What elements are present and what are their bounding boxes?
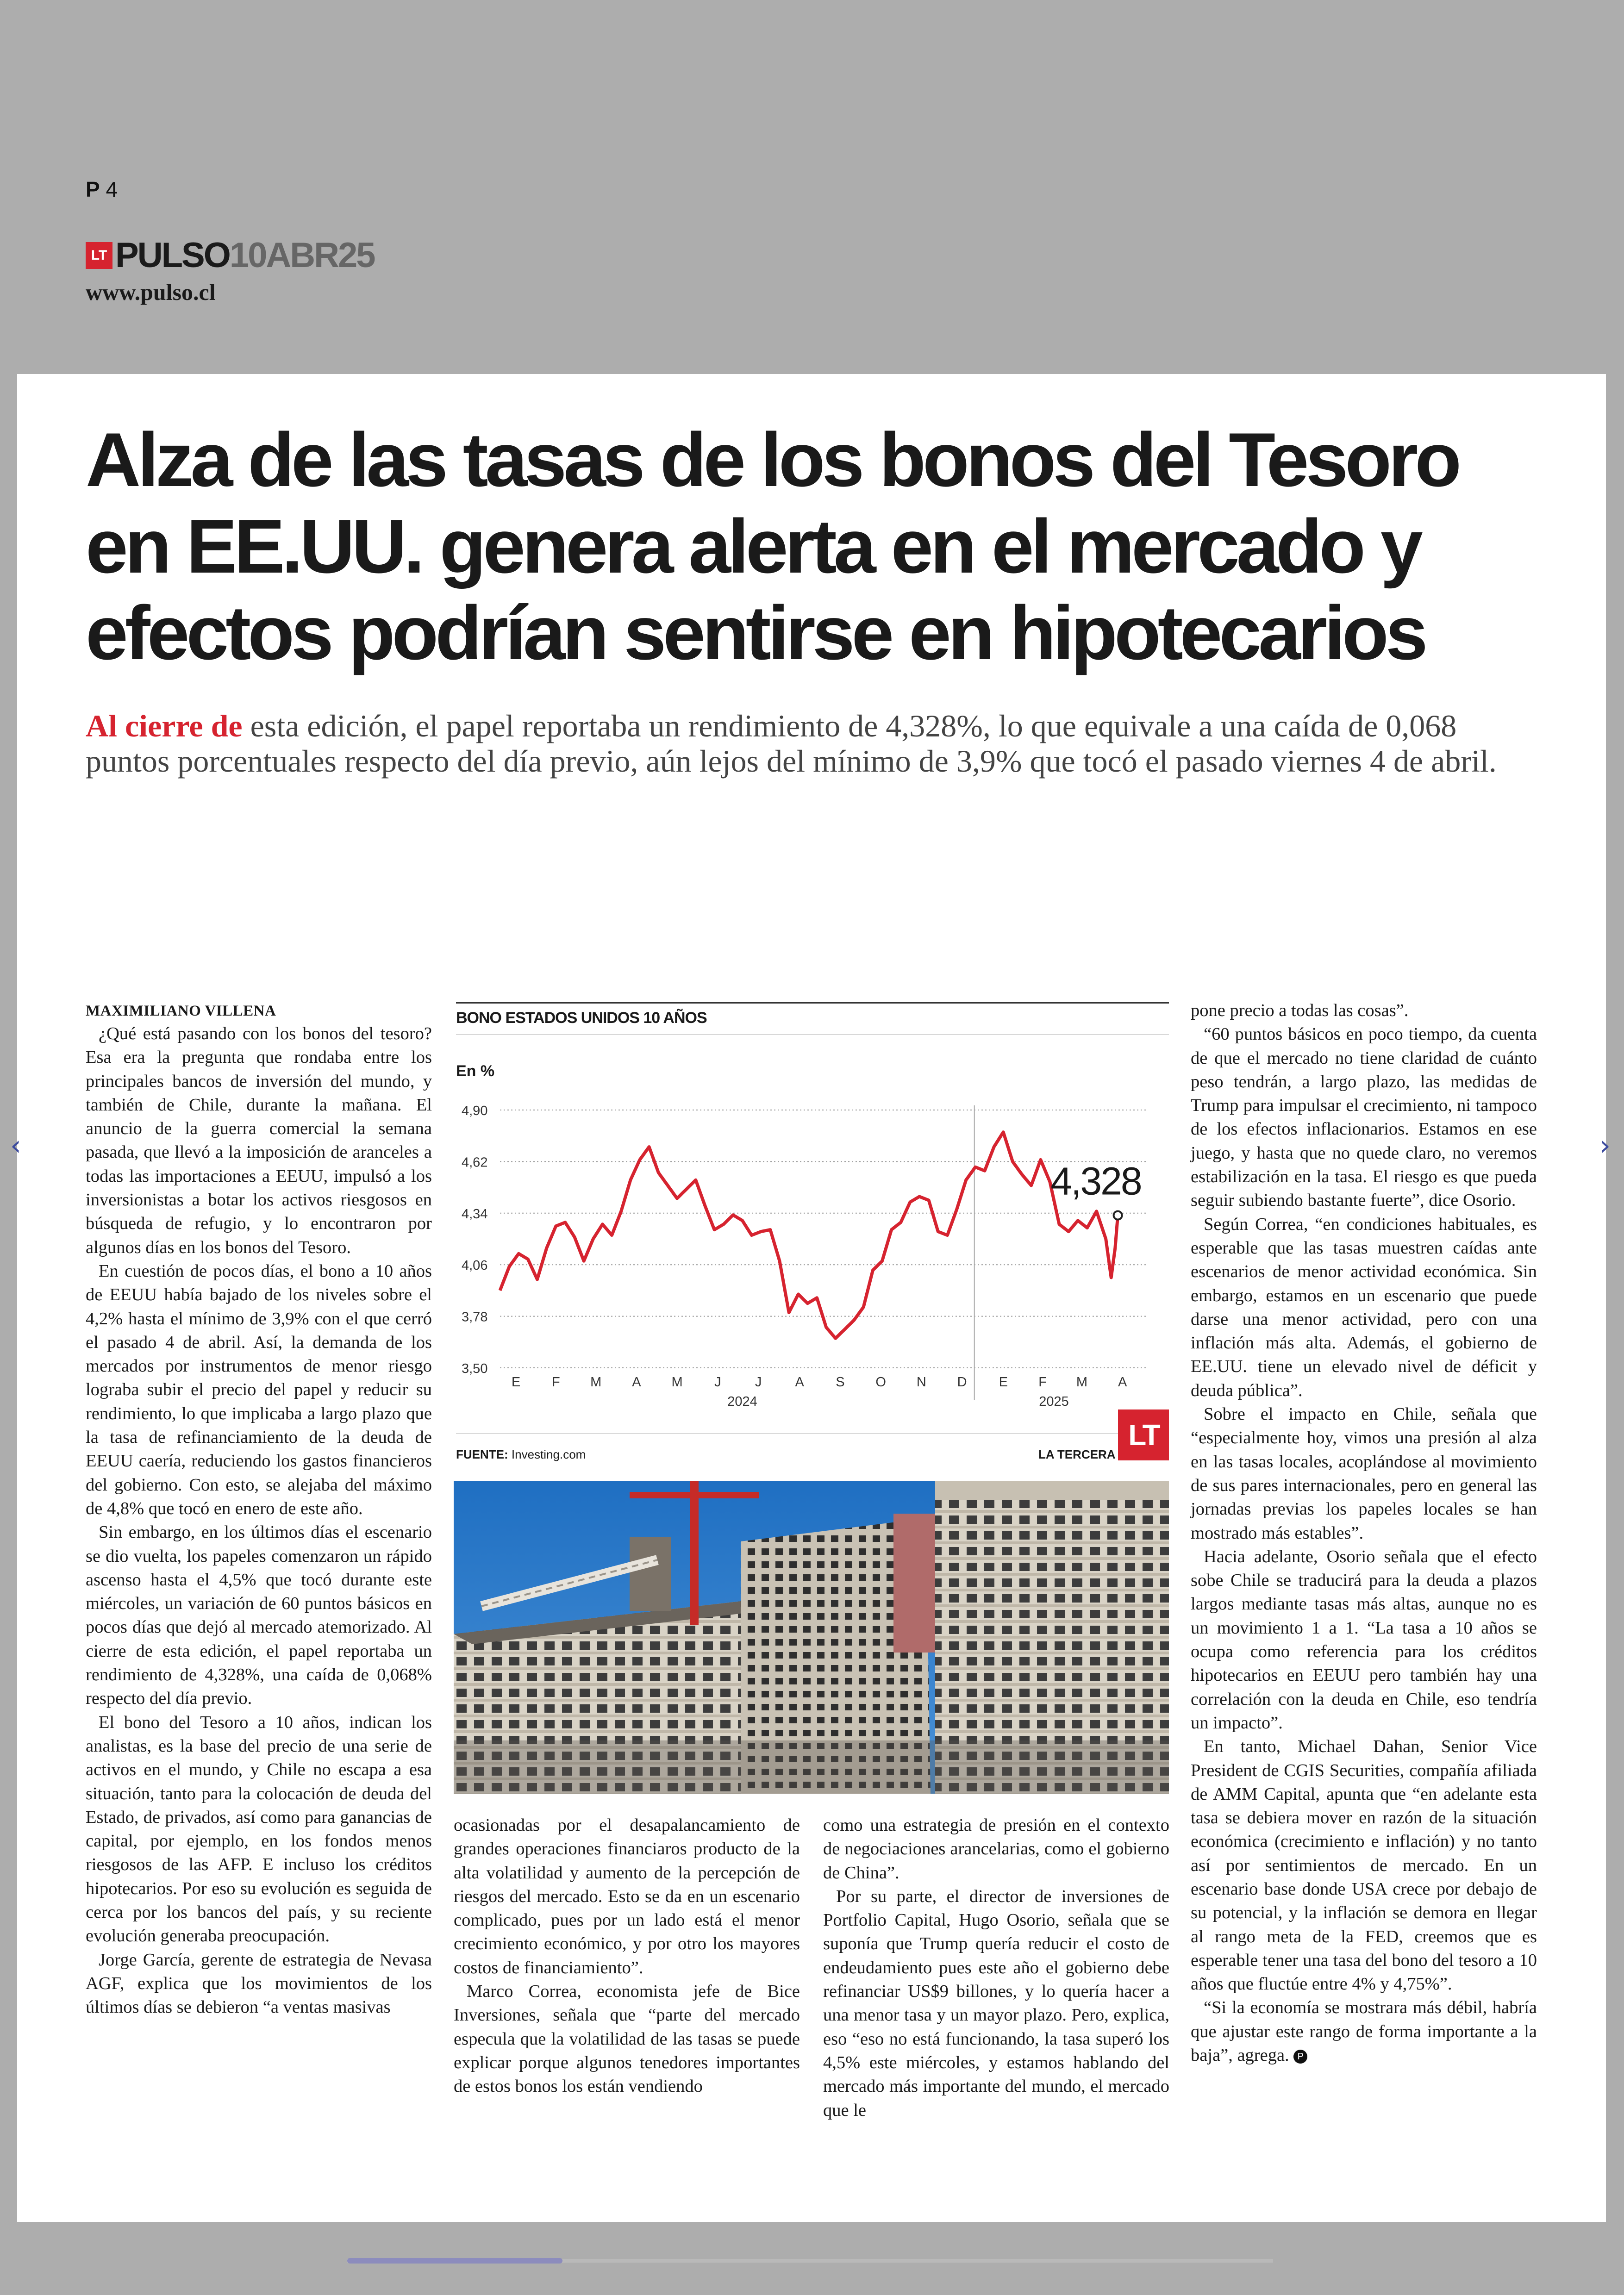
lede-text: esta edición, el papel reportaba un rendimiento de 4,328%, lo que equivale a una caída de 0,068 puntos porcentuales respecto del día previo, aún lejos del mínimo de 3,9% que tocó el pasado viernes 4 de abril.	[86, 708, 1497, 779]
paragraph: pone precio a todas las cosas”.	[1191, 1001, 1409, 1020]
article-lede	[86, 708, 1539, 779]
chart-x-tick-label: E	[999, 1375, 1008, 1390]
publication-name: PULSO	[115, 236, 230, 275]
chart-y-tick-label: 4,34	[462, 1206, 488, 1222]
chart-x-tick-label: D	[957, 1375, 967, 1390]
chart-y-tick-label: 3,78	[462, 1310, 488, 1325]
chart-year-label: 2025	[1039, 1394, 1069, 1409]
article-column-1	[86, 1022, 432, 2019]
paragraph: ocasionadas por el desapalancamiento de grandes operaciones financiaros producto de la alta volatilidad y aumento de la percepción de riesgos del mercado. Esto se da en un escenario complicado, pues por un lado está el menor crecimiento económico, y por otro los mayores costos de financiamiento”.	[454, 1815, 800, 1977]
chart-series-line	[500, 1132, 1118, 1339]
previous-page-arrow-icon[interactable]: ‹	[10, 1129, 21, 1162]
paragraph: Sin embargo, en los últimos días el escenario se dio vuelta, los papeles comenzaron un rápido ascenso hasta el 4,5% que tocó durante este miércoles, un variación de 60 puntos básicos en pocos días que dejó al mercado atemorizado. Al cierre de esta edición, el papel reportaba un rendimiento de 4,328%, una caída de 0,068% respecto del día previo.	[86, 1522, 432, 1709]
closing-text: “Si la economía se mostrara más débil, habría que ajustar este rango de forma importante a la baja”, agrega.	[1191, 1998, 1537, 2065]
masthead	[86, 235, 375, 275]
lt-logo-small: LT	[86, 242, 112, 269]
chart-y-tick-label: 4,06	[462, 1258, 488, 1273]
article-column-4	[1191, 999, 1537, 2067]
chart-year-label: 2024	[727, 1394, 757, 1409]
article-column-2	[454, 1814, 800, 2099]
source-value: Investing.com	[511, 1447, 586, 1461]
publication-url[interactable]: www.pulso.cl	[86, 279, 216, 305]
chart-x-tick-label: E	[511, 1375, 521, 1390]
page-number-value: 4	[106, 177, 118, 201]
la-tercera-logo: LT	[1118, 1409, 1169, 1460]
chart-last-value-label: 4,328	[1050, 1159, 1141, 1203]
paragraph: Según Correa, “en condiciones habituales, es esperable que las tasas muestren caídas ante escenarios de menor actividad económica. Sin embargo, estamos en un escenario que puede darse una menor actividad, pero con una inflación más alta. Además, el gobierno de EE.UU. tiene un elevado nivel de déficit y deuda pública”.	[1191, 1214, 1537, 1400]
next-page-arrow-icon[interactable]: ›	[1599, 1129, 1611, 1162]
chart-y-tick-label: 4,62	[462, 1155, 488, 1170]
chart-x-tick-label: J	[755, 1375, 762, 1390]
paragraph: “60 puntos básicos en poco tiempo, da cuenta de que el mercado no tiene claridad de cuánto peso tendrán, a largo plazo, las medidas de Trump para impulsar el crecimiento, ni tampoco de los efectos inflacionarios. Estamos en ese juego, y hasta que no quede claro, no veremos estabilización en la tasa. El riesgo es que pueda seguir subiendo bastante fuerte”, dice Osorio.	[1191, 1024, 1537, 1210]
page-number	[86, 177, 118, 202]
chart-y-unit: En %	[456, 1062, 495, 1080]
chart-x-tick-label: N	[916, 1375, 926, 1390]
paragraph: En cuestión de pocos días, el bono a 10 años de EEUU había bajado de los niveles sobre el 4,2% hasta el mínimo de 3,9% con el que cerró el pasado 4 de abril. Así, la demanda de los mercados por instrumentos de menor riesgo lograba subir el precio del papel y reducir su rendimiento, lo que implicaba a largo plazo que la tasa de refinanciamiento de la deuda de EEUU caería, reduciendo los gastos financieros del gobierno. Con esto, se alejaba del máximo de 4,8% que tocó en enero de este año.	[86, 1261, 432, 1518]
chart-y-tick-label: 4,90	[462, 1104, 488, 1118]
chart-x-tick-label: A	[1118, 1375, 1127, 1390]
end-of-article-icon: P	[1293, 2050, 1307, 2064]
chart-plot	[456, 1002, 1169, 1433]
chart-x-tick-label: M	[590, 1375, 602, 1390]
chart-credit: LA TERCERA	[1038, 1447, 1116, 1461]
chart-x-tick-label: F	[552, 1375, 560, 1390]
chart-source	[456, 1447, 586, 1462]
article-column-3	[823, 1814, 1169, 2122]
chart-x-tick-label: A	[795, 1375, 804, 1390]
article-headline: Alza de las tasas de los bonos del Tesoro en EE.UU. genera alerta en el mercado y efectos podrían sentirse en hipotecarios	[86, 417, 1459, 675]
issue-date: 10ABR25	[229, 236, 375, 275]
chart-last-point	[1114, 1211, 1122, 1220]
chart-x-tick-label: J	[714, 1375, 721, 1390]
paragraph: Hacia adelante, Osorio señala que el efecto sobe Chile se traducirá para la deuda a plazos largos mediante tasas más altas, aunque no es un movimiento 1 a 1. “La tasa a 10 años se ocupa como referencia para los créditos hipotecarios en EEUU pero también hay una correlación con la deuda en Chile, eso tendría un impacto”.	[1191, 1547, 1537, 1733]
scrollbar-thumb[interactable]	[347, 2258, 562, 2264]
construction-photo	[454, 1481, 1169, 1794]
paragraph: Sobre el impacto en Chile, señala que “especialmente hoy, vimos una presión al alza en las tasas locales, acoplándose al movimiento de sus pares internacionales, pero en general las jornadas previas los papeles locales se han mostrado más estables”.	[1191, 1404, 1537, 1543]
lede-kicker: Al cierre de	[86, 708, 243, 743]
paragraph: ¿Qué está pasando con los bonos del tesoro? Esa era la pregunta que rondaba entre los principales bancos de inversión del mundo, y también de Chile, durante la mañana. El anuncio de la guerra comercial la semana pasada, que llevó a la imposición de aranceles a todas las importaciones a EEUU, impulsó a los inversionistas a botar los activos riesgosos en búsqueda de refugio, y lo encontraron por algunos días en los bonos del Tesoro.	[86, 1024, 432, 1257]
chart-x-tick-label: M	[671, 1375, 683, 1390]
chart-x-tick-label: M	[1076, 1375, 1088, 1390]
paragraph: Por su parte, el director de inversiones de Portfolio Capital, Hugo Osorio, señala que se suponía que Trump quería reducir el costo de endeudamiento pues este año el gobierno debe refinanciar US$9 billones, y lo quería hacer a una menor tasa y un mayor plazo. Pero, explica, eso “eso no está funcionando, la tasa superó los 4,5% este miércoles, y estamos hablando del mercado más importante del mundo, el mercado que le	[823, 1886, 1169, 2120]
chart-x-tick-label: A	[632, 1375, 641, 1390]
byline: MAXIMILIANO VILLENA	[86, 1003, 276, 1019]
paragraph: Jorge García, gerente de estrategia de Nevasa AGF, explica que los movimientos de los últimos días se debieron “a ventas masivas	[86, 1950, 432, 2017]
construction-photo-illustration	[454, 1481, 1169, 1794]
chart-x-tick-label: S	[836, 1375, 845, 1390]
chart-y-tick-label: 3,50	[462, 1361, 488, 1376]
paragraph: En tanto, Michael Dahan, Senior Vice President de CGIS Securities, compañía afiliada de AMM Capital, apunta que “en adelante esta tasa se debiera mover en razón de la situación económica (crecimiento e inflación) y no tanto así por sentimientos de mercado. En un escenario base donde USA crece por debajo de su potencial, y la inflación se demora en llegar al rango meta de la FED, creemos que es esperable tener una tasa del bono del tesoro a 10 años que fluctúe entre 4% y 4,75%”.	[1191, 1737, 1537, 1994]
chart-x-tick-label: O	[875, 1375, 886, 1390]
chart-title: BONO ESTADOS UNIDOS 10 AÑOS	[456, 1009, 707, 1027]
source-label: FUENTE:	[456, 1447, 508, 1461]
paragraph	[1191, 1996, 1537, 2067]
paragraph: El bono del Tesoro a 10 años, indican los analistas, es la base del precio de una serie de activos en el mundo, y Chile no escapa a esa situación, tanto para la colocación de deuda del Estado, de privados, así como para ganancias de capital, por ejemplo, en los fondos menos riesgosos de las AFP. E incluso los créditos hipotecarios. Por eso su evolución es seguida de cerca por los bancos del país, y su reciente evolución generaba preocupación.	[86, 1712, 432, 1946]
bond-chart	[456, 1002, 1169, 1460]
page-label: P	[86, 177, 100, 201]
paragraph: como una estrategia de presión en el contexto de negociaciones arancelarias, como el gobierno de China”.	[823, 1815, 1169, 1883]
paragraph: Marco Correa, economista jefe de Bice Inversiones, señala que “parte del mercado especula que la volatilidad de las tasas se puede explicar porque algunos tenedores importantes de estos bonos los están vendiendo	[454, 1982, 800, 2096]
chart-x-tick-label: F	[1038, 1375, 1047, 1390]
